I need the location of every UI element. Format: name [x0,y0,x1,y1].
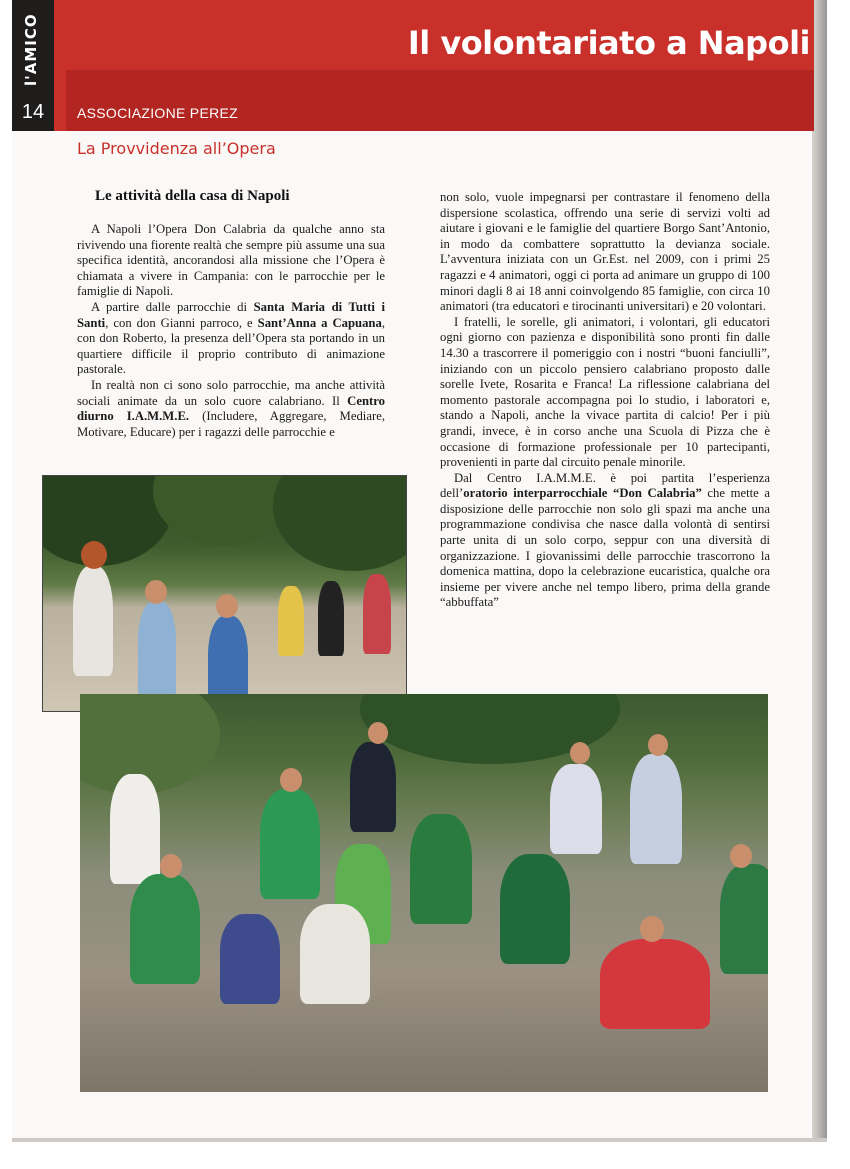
person-head [160,854,182,878]
paragraph [77,300,385,378]
person-head [640,916,664,942]
paragraph-text: , con don Roberto, la presenza dell’Opera sta portando in un quartiere difficile il proprio contributo di animazione pastorale. [77,315,386,377]
paragraph-text: non solo, vuole impegnarsi per contrastare il fenomeno della dispersione scolastica, offrendo una serie di servizi volti ad aiutare i giovani e le famiglie del quartiere Borgo Sant’Antonio, in modo da combattere soprattutto la devianza sociale. L’avventura iniziata con un Gr.Est. nel 2009, con i primi 25 ragazzi e 4 animatori, oggi ci porta ad animare un gruppo di 100 minori dagli 8 ai 18 anni coinvolgendo 85 famiglie, con circa 10 animatori (tra educatori e tirocinanti universitari) e 20 volontari. [440,190,770,314]
boy-figure [720,864,768,974]
paragraph [440,190,770,315]
centre-name: Centro diurno I.A.M.M.E. [77,393,385,424]
photo-group-celebration [80,694,768,1092]
tree-foliage [153,475,293,546]
paragraph [77,378,385,440]
magazine-logo: l'AMICO [22,13,40,86]
article-heading: Le attività della casa di Napoli [95,188,290,204]
child-head [145,580,167,604]
boy-figure [260,789,320,899]
oratory-name: oratorio interparrocchiale “Don Calabria” [463,486,702,501]
section-label: La Provvidenza all’Opera [77,139,276,158]
person-head [648,734,668,756]
paragraph-text: A Napoli l’Opera Don Calabria da qualche anno sta rivivendo una fiorente realtà che sempre più assume una sua specifica identità, ancorandosi alla missione che l’Opera è chiamata a vivere in Campania: con le parrocchie per le famiglie di Napoli. [77,222,385,299]
person-head [730,844,752,868]
paragraph-text: I fratelli, le sorelle, gli animatori, i volontari, gli educatori ogni giorno con pazienza e disponibilità sono pronti fin dalle 14.30 a trascorrere il pomeriggio con i nostri “buoni fanciulli”, iniziando con un piccolo pensiero calabriano proposto dalle sorelle Ivete, Rosarita e Franca! La riflessione calabriana del momento pastorale accompagna poi lo studio, i laboratori e, stando a Napoli, anche la vivace partita di calcio! Per i più grandi, invece, è in corso anche una Scuola di Pizza che è occasione di formazione professionale per 10 partecipanti, provenienti in parte dal circuito penale minorile. [440,314,770,470]
adult-figure [110,774,160,884]
boy-figure [500,854,570,964]
paragraph [77,222,385,300]
association-label: ASSOCIAZIONE PEREZ [77,105,238,121]
header-band [66,70,814,131]
adult-figure [630,754,682,864]
person-head [570,742,590,764]
paragraph-text: , con don Gianni parroco, e [105,315,258,330]
paragraph-text: In realtà non ci sono solo parrocchie, ma anche attività sociali animate da un solo cuore calabriano. Il [77,377,385,408]
paragraph-text: che mette a disposizione delle parrocchie non solo gli spazi ma anche una programmazione condivisa che nasce dalla volontà di sentirsi parte unita di un solo corpo, seppur con una diversità di organizzazione. I giovanissimi delle parrocchie trascorrono la domenica mattina, dopo la celebrazione eucaristica, qualche ora insieme per vivere anche nel tempo libero, prima della grande “abbuffata” [440,486,771,610]
child-figure [363,574,391,654]
article-column-left [77,222,385,440]
child-figure [138,601,176,701]
adult-figure [350,742,396,832]
paragraph-text: (Includere, Aggregare, Mediare, Motivare, Educare) per i ragazzi delle parrocchie e [77,409,385,439]
parish-name: Sant’Anna a Capuana [257,315,382,330]
paragraph-text: Dal Centro I.A.M.M.E. è poi partita l’esperienza dell’ [440,470,770,501]
photo-kids-playing [42,475,407,712]
tree-foliage [273,475,407,571]
boy-figure [220,914,280,1004]
article-column-right [440,190,770,611]
child-head [81,541,107,569]
scan-bottom-edge [12,1138,827,1142]
boy-figure [600,939,710,1029]
child-figure [318,581,344,656]
parish-name: Santa Maria di Tutti i Santi [77,299,385,330]
child-head [216,594,238,618]
paragraph-text: A partire dalle parrocchie di [91,299,254,314]
page-number: 14 [21,101,45,123]
paragraph [440,471,770,611]
child-figure [278,586,304,656]
page-title: Il volontariato a Napoli [407,24,810,62]
person-head [368,722,388,744]
person-head [280,768,302,792]
boy-figure [300,904,370,1004]
boy-figure [410,814,472,924]
boy-figure [130,874,200,984]
scan-edge [812,0,827,1140]
adult-figure [550,764,602,854]
child-figure [73,566,113,676]
paragraph [440,315,770,471]
